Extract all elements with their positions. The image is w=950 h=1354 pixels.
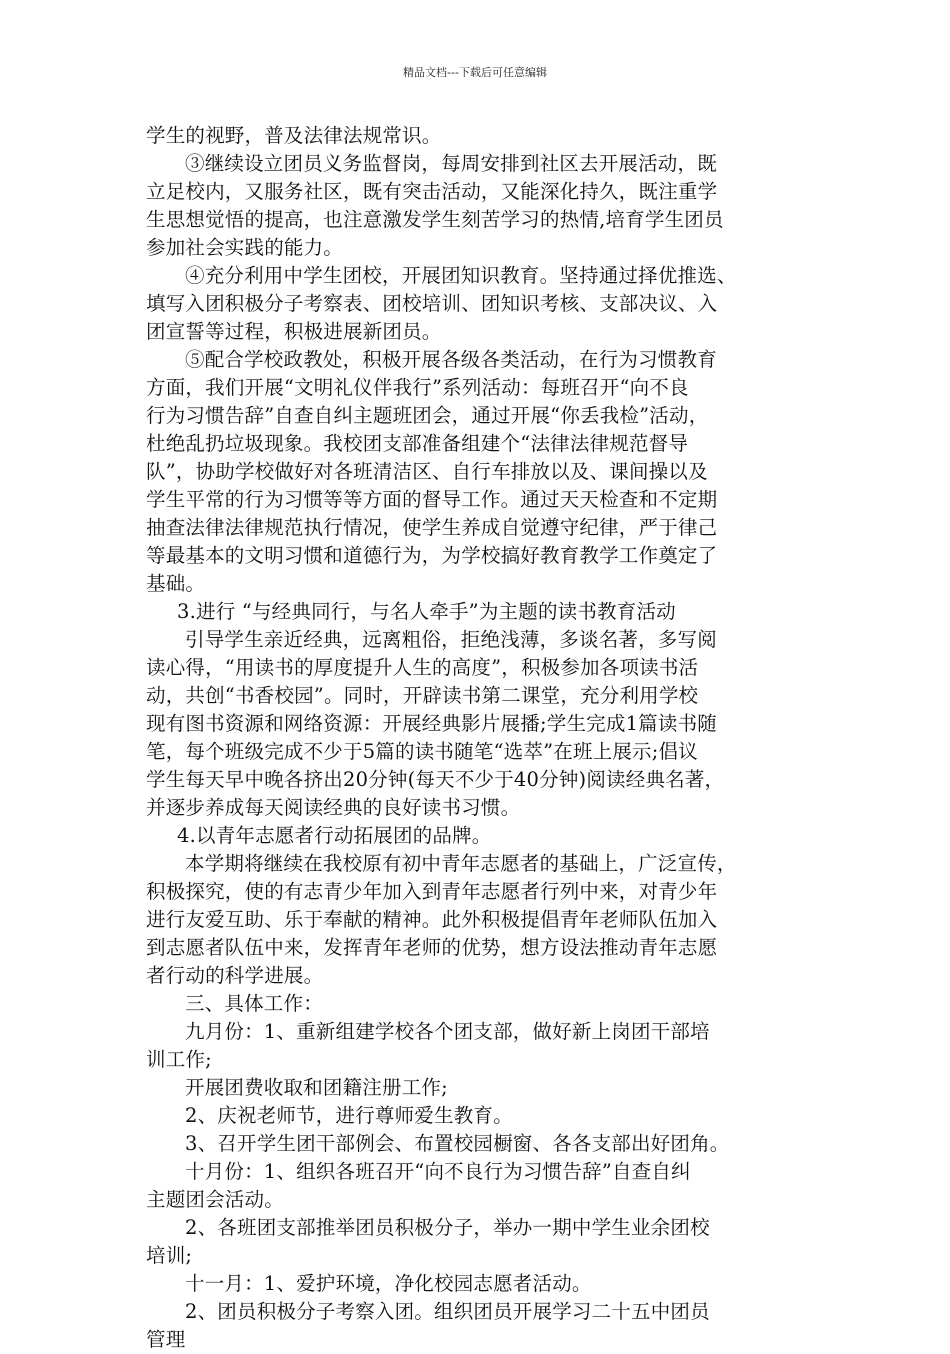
text-line: 参加社会实践的能力。 [146, 236, 344, 259]
text-line: 抽查法律法律规范执行情况，使学生养成自觉遵守纪律，严于律己 [146, 516, 718, 539]
text-line: 4.以青年志愿者行动拓展团的品牌。 [177, 824, 492, 847]
text-line: 学生每天早中晚各挤出20分钟(每天不少于40分钟)阅读经典名著， [146, 768, 725, 791]
text-line: 学生平常的行为习惯等等方面的督导工作。通过天天检查和不定期 [146, 488, 718, 511]
text-line: 九月份：1、重新组建学校各个团支部，做好新上岗团干部培 [185, 1020, 710, 1043]
text-line: ⑤配合学校政教处，积极开展各级各类活动，在行为习惯教育 [185, 348, 717, 371]
text-line: 开展团费收取和团籍注册工作; [185, 1076, 448, 1099]
text-line: 2、各班团支部推举团员积极分子，举办一期中学生业余团校 [185, 1216, 710, 1239]
text-line: 十一月：1、爱护环境，净化校园志愿者活动。 [185, 1272, 592, 1295]
text-line: 现有图书资源和网络资源：开展经典影片展播;学生完成1篇读书随 [146, 712, 717, 735]
text-line: 管理 [146, 1328, 186, 1351]
text-line: 本学期将继续在我校原有初中青年志愿者的基础上，广泛宣传， [185, 852, 737, 875]
text-line: 读心得，“用读书的厚度提升人生的高度”，积极参加各项读书活 [146, 656, 699, 679]
text-line: 生思想觉悟的提高，也注意激发学生刻苦学习的热情,培育学生团员 [146, 208, 724, 231]
text-line: 行为习惯告辞”自查自纠主题班团会，通过开展“你丢我检”活动， [146, 404, 709, 427]
text-line: ④充分利用中学生团校，开展团知识教育。坚持通过择优推选、 [185, 264, 737, 287]
text-line: 笔，每个班级完成不少于5篇的读书随笔“选萃”在班上展示;倡议 [146, 740, 698, 763]
text-line: 培训; [146, 1244, 193, 1267]
text-line: 动，共创“书香校园”。同时，开辟读书第二课堂，充分利用学校 [146, 684, 699, 707]
text-line: 十月份：1、组织各班召开“向不良行为习惯告辞”自查自纠 [185, 1160, 691, 1183]
text-line: 团宣誓等过程，积极进展新团员。 [146, 320, 442, 343]
text-line: 2、庆祝老师节，进行尊师爱生教育。 [185, 1104, 513, 1127]
text-line: 填写入团积极分子考察表、团校培训、团知识考核、支部决议、入 [146, 292, 718, 315]
text-line: 积极探究，使的有志青少年加入到青年志愿者行列中来，对青少年 [146, 880, 718, 903]
document-body [146, 122, 826, 1354]
text-line: 到志愿者队伍中来，发挥青年老师的优势，想方设法推动青年志愿 [146, 936, 718, 959]
text-line: 2、团员积极分子考察入团。组织团员开展学习二十五中团员 [185, 1300, 710, 1323]
page-header: 精品文档---下载后可任意编辑 [403, 66, 547, 79]
text-line: 3.进行 “与经典同行，与名人牵手”为主题的读书教育活动 [177, 600, 676, 623]
text-line: 基础。 [146, 572, 206, 595]
text-line: 立足校内，又服务社区，既有突击活动，又能深化持久，既注重学 [146, 180, 718, 203]
text-line: 方面，我们开展“文明礼仪伴我行”系列活动：每班召开“向不良 [146, 376, 689, 399]
text-line: ③继续设立团员义务监督岗，每周安排到社区去开展活动，既 [185, 152, 717, 175]
text-line: 杜绝乱扔垃圾现象。我校团支部准备组建个“法律法律规范督导 [146, 432, 689, 455]
text-line: 训工作; [146, 1048, 212, 1071]
text-line: 等最基本的文明习惯和道德行为，为学校搞好教育教学工作奠定了 [146, 544, 718, 567]
text-line: 引导学生亲近经典，远离粗俗，拒绝浅薄，多谈名著，多写阅 [185, 628, 717, 651]
text-line: 主题团会活动。 [146, 1188, 284, 1211]
text-line: 并逐步养成每天阅读经典的良好读书习惯。 [146, 796, 521, 819]
text-line: 学生的视野，普及法律法规常识。 [146, 124, 442, 147]
text-line: 进行友爱互助、乐于奉献的精神。此外积极提倡青年老师队伍加入 [146, 908, 718, 931]
text-line: 3、召开学生团干部例会、布置校园橱窗、各各支部出好团角。 [185, 1132, 730, 1155]
text-line: 队”，协助学校做好对各班清洁区、自行车排放以及、课间操以及 [146, 460, 708, 483]
text-line: 三、具体工作： [185, 992, 323, 1015]
text-line: 者行动的科学进展。 [146, 964, 324, 987]
